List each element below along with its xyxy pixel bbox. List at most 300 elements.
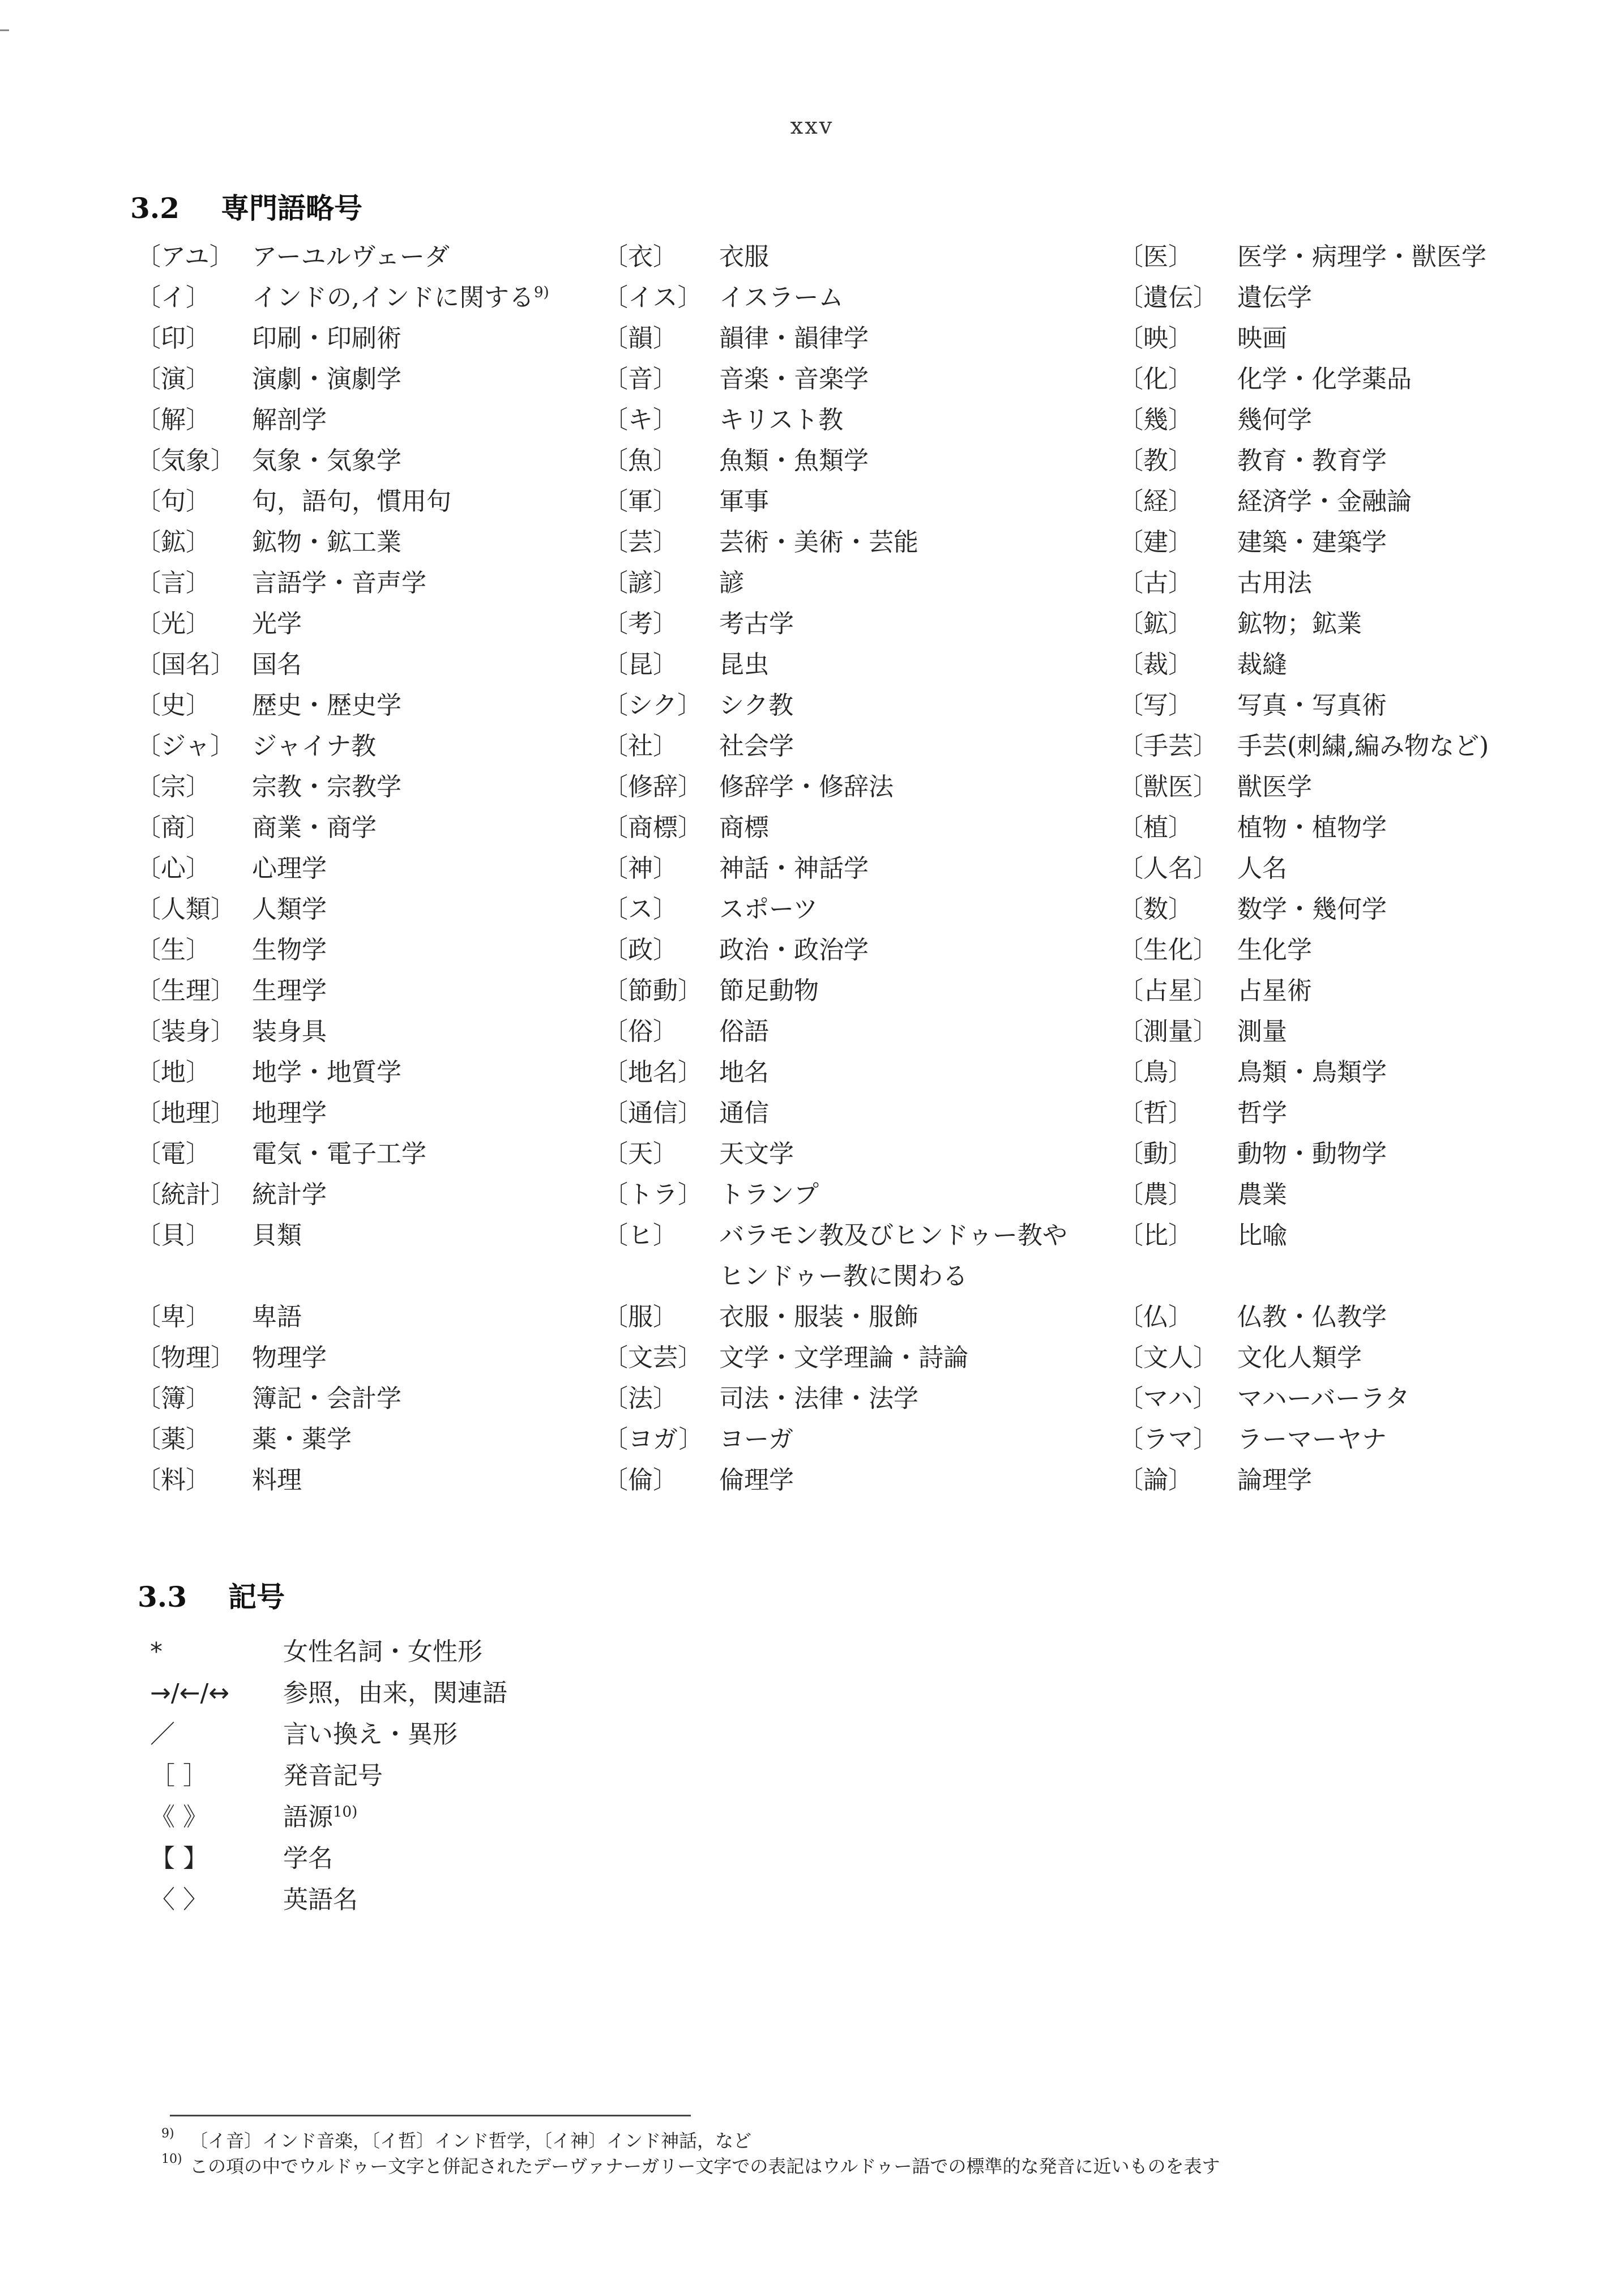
symbol-entry — [150, 1879, 507, 1920]
meaning-text: 印刷・印刷術 — [252, 324, 401, 353]
abbreviation-entry — [136, 278, 549, 318]
abbreviation-entry — [603, 604, 1082, 645]
symbol-glyph: 〈 〉 — [150, 1885, 208, 1914]
footnote-rule — [170, 2115, 691, 2116]
abbreviation-entry — [603, 645, 1082, 685]
abbreviation-label: 〔電〕 — [136, 1139, 211, 1168]
abbreviation-entry — [136, 645, 549, 685]
meaning-text: 装身具 — [252, 1017, 327, 1046]
abbreviation-label: 〔気象〕 — [136, 446, 236, 475]
abbreviation-meaning — [1237, 1378, 1410, 1419]
abbreviation-label: 〔ジャ〕 — [136, 732, 236, 761]
abbreviation-label: 〔シク〕 — [603, 691, 703, 720]
abbreviation-meaning — [252, 645, 302, 685]
meaning-text: 女性名詞・女性形 — [283, 1637, 482, 1666]
abbreviation-entry — [136, 1460, 549, 1501]
abbreviation-label: 〔昆〕 — [603, 650, 678, 679]
abbreviation-label: 〔幾〕 — [1118, 406, 1193, 434]
abbreviation-meaning — [719, 848, 869, 889]
abbreviation-meaning — [719, 685, 793, 726]
abbreviation-entry — [1118, 359, 1489, 400]
abbreviation-label: 〔イ〕 — [136, 283, 211, 312]
meaning-text: 統計学 — [252, 1180, 327, 1209]
abbreviation-label: 〔考〕 — [603, 609, 678, 638]
abbreviation-label: 〔比〕 — [1118, 1221, 1193, 1250]
abbreviation-label: 〔句〕 — [136, 487, 211, 516]
section-heading-symbols — [138, 1574, 285, 1615]
abbreviation-meaning — [1237, 522, 1387, 563]
meaning-text: 文学・文学理論・詩論 — [719, 1343, 968, 1372]
abbreviation-entry — [136, 400, 549, 441]
abbreviation-label: 〔卑〕 — [136, 1303, 211, 1331]
abbreviation-label: 〔装身〕 — [136, 1017, 236, 1046]
meaning-text: 神話・神話学 — [719, 854, 869, 883]
footnote-9 — [161, 2127, 751, 2153]
abbreviation-entry — [136, 1338, 549, 1378]
margin-mark — [0, 29, 9, 31]
abbreviation-meaning — [252, 971, 327, 1011]
meaning-text: 経済学・金融論 — [1237, 487, 1412, 516]
symbol-meaning — [283, 1672, 507, 1714]
abbreviation-label: 〔動〕 — [1118, 1139, 1193, 1168]
meaning-text: 論理学 — [1237, 1466, 1312, 1495]
abbreviation-label: 〔神〕 — [603, 854, 678, 883]
abbreviation-meaning — [252, 1297, 302, 1338]
abbreviation-meaning — [1237, 278, 1312, 318]
meaning-text: 文化人類学 — [1237, 1343, 1362, 1372]
abbreviation-meaning — [719, 1338, 968, 1378]
abbreviation-meaning — [719, 563, 744, 604]
abbreviation-entry — [603, 1297, 1082, 1338]
abbreviation-entry — [603, 808, 1082, 848]
abbreviation-label: 〔鉱〕 — [136, 528, 211, 557]
meaning-text: 商標 — [719, 813, 769, 842]
abbreviation-label: 〔服〕 — [603, 1303, 678, 1331]
abbreviation-entry — [136, 481, 549, 522]
footnote-mark: 9) — [161, 2127, 174, 2141]
symbol-meaning — [283, 1755, 383, 1796]
meaning-text: 比喩 — [1237, 1221, 1287, 1250]
meaning-text: 哲学 — [1237, 1099, 1287, 1128]
meaning-text: 芸術・美術・芸能 — [719, 528, 918, 557]
meaning-text: 占星術 — [1237, 976, 1312, 1005]
abbreviation-meaning — [1237, 1052, 1387, 1093]
abbreviation-entry — [136, 1378, 549, 1419]
symbol-meaning — [283, 1796, 357, 1838]
footnote-text: この項の中でウルドゥー文字と併記されたデーヴァナーガリー文字での表記はウルドゥー語での標準的な発音に近いものを表す — [190, 2156, 1220, 2177]
meaning-text: 韻律・韻律学 — [719, 324, 869, 353]
abbreviation-meaning — [719, 1419, 793, 1460]
symbol-entry — [150, 1672, 507, 1714]
abbreviation-entry — [603, 930, 1082, 971]
abbreviation-meaning — [1237, 400, 1312, 441]
abbreviation-label: 〔裁〕 — [1118, 650, 1193, 679]
abbreviation-entry — [136, 848, 549, 889]
abbreviation-entry — [1118, 1419, 1489, 1460]
abbreviation-label: 〔地名〕 — [603, 1058, 703, 1087]
abbreviation-entry — [1118, 808, 1489, 848]
abbreviation-entry — [136, 441, 549, 481]
meaning-text: 生物学 — [252, 936, 327, 964]
symbol-glyph: →/←/↔ — [150, 1679, 230, 1708]
abbreviation-entry — [1118, 1338, 1489, 1378]
abbreviation-meaning — [719, 1378, 918, 1419]
abbreviation-entry — [1118, 1134, 1489, 1175]
meaning-text: 電気・電子工学 — [252, 1139, 426, 1168]
meaning-text: 薬・薬学 — [252, 1425, 352, 1454]
abbreviation-entry — [603, 1093, 1082, 1134]
abbreviation-meaning — [1237, 604, 1362, 645]
abbreviation-entry — [136, 808, 549, 848]
meaning-text: 歴史・歴史学 — [252, 691, 401, 720]
meaning-text: 天文学 — [719, 1139, 794, 1168]
abbreviation-entry — [603, 848, 1082, 889]
abbreviation-meaning — [1237, 441, 1387, 481]
meaning-text: 遺伝学 — [1237, 283, 1312, 312]
abbreviation-entry — [1118, 726, 1489, 767]
abbreviation-entry — [136, 1297, 549, 1338]
abbreviation-meaning — [1237, 848, 1287, 889]
meaning-text: 俗語 — [719, 1017, 769, 1046]
symbol-glyph: 《 》 — [150, 1803, 208, 1832]
meaning-text: 映画 — [1237, 324, 1287, 353]
symbol-entry — [150, 1631, 507, 1672]
meaning-text: 昆虫 — [719, 650, 769, 679]
abbreviation-meaning — [252, 1093, 327, 1134]
abbreviation-meaning — [719, 318, 869, 359]
footnote-ref: 10) — [333, 1803, 358, 1821]
abbreviation-meaning — [252, 1460, 302, 1501]
abbreviation-entry — [603, 1134, 1082, 1175]
symbol-list — [150, 1631, 507, 1920]
abbreviation-meaning — [252, 848, 327, 889]
abbreviation-label: 〔音〕 — [603, 365, 678, 394]
abbreviation-entry — [603, 1215, 1082, 1297]
abbreviation-entry — [136, 359, 549, 400]
abbreviation-meaning — [1237, 889, 1387, 930]
abbreviation-table — [0, 237, 1624, 1539]
abbreviation-entry — [1118, 278, 1489, 318]
meaning-text: 演劇・演劇学 — [252, 365, 401, 394]
symbol-meaning — [283, 1879, 358, 1920]
abbreviation-label: 〔アユ〕 — [136, 242, 234, 271]
meaning-text: 裁縫 — [1237, 650, 1287, 679]
column-spacer — [1118, 1256, 1489, 1297]
abbreviation-meaning — [252, 726, 376, 767]
abbreviation-meaning — [252, 278, 549, 318]
abbreviation-meaning — [1237, 237, 1486, 278]
abbreviation-meaning — [719, 1175, 819, 1215]
abbreviation-meaning — [1237, 726, 1489, 767]
abbreviation-meaning — [252, 1011, 327, 1052]
meaning-text: 参照，由来，関連語 — [283, 1679, 507, 1708]
abbreviation-meaning — [719, 930, 869, 971]
abbreviation-label: 〔農〕 — [1118, 1180, 1193, 1209]
abbreviation-entry — [136, 1419, 549, 1460]
abbreviation-label: 〔数〕 — [1118, 895, 1193, 924]
abbreviation-meaning — [719, 359, 869, 400]
abbreviation-meaning — [1237, 645, 1287, 685]
abbreviation-entry — [603, 1338, 1082, 1378]
abbreviation-meaning — [719, 481, 769, 522]
meaning-text: 測量 — [1237, 1017, 1287, 1046]
meaning-text: 獣医学 — [1237, 772, 1312, 801]
meaning-text: 鳥類・鳥類学 — [1237, 1058, 1387, 1087]
abbreviation-label: 〔獣医〕 — [1118, 772, 1218, 801]
abbreviation-label: 〔政〕 — [603, 936, 678, 964]
meaning-text: 国名 — [252, 650, 302, 679]
meaning-text: 数学・幾何学 — [1237, 895, 1387, 924]
abbreviation-meaning — [1237, 1093, 1287, 1134]
abbreviation-meaning — [252, 1052, 401, 1093]
abbreviation-entry — [603, 318, 1082, 359]
abbreviation-meaning — [1237, 1338, 1362, 1378]
meaning-text: ヨーガ — [719, 1425, 794, 1454]
abbreviation-meaning — [1237, 1419, 1387, 1460]
meaning-text: 鉱物・鉱工業 — [252, 528, 401, 557]
meaning-text: 宗教・宗教学 — [252, 772, 401, 801]
meaning-text: 簿記・会計学 — [252, 1384, 401, 1413]
meaning-text: 節足動物 — [719, 976, 819, 1005]
meaning-text: ジャイナ教 — [252, 732, 377, 761]
symbol-meaning — [283, 1838, 333, 1879]
abbreviation-label: 〔トラ〕 — [603, 1180, 703, 1209]
abbreviation-meaning — [1237, 318, 1287, 359]
abbreviation-entry — [603, 481, 1082, 522]
column-spacer — [136, 1256, 549, 1297]
abbreviation-entry — [1118, 685, 1489, 726]
abbreviation-label: 〔簿〕 — [136, 1384, 211, 1413]
abbreviation-meaning — [252, 481, 451, 522]
abbreviation-entry — [603, 1378, 1082, 1419]
symbol-meaning — [283, 1714, 458, 1755]
abbreviation-entry — [1118, 318, 1489, 359]
meaning-text: 商業・商学 — [252, 813, 377, 842]
abbreviation-entry — [1118, 930, 1489, 971]
abbreviation-entry — [1118, 1460, 1489, 1501]
page-number: xxv — [790, 113, 834, 139]
abbreviation-entry — [603, 889, 1082, 930]
meaning-text: 地学・地質学 — [252, 1058, 401, 1087]
abbreviation-label: 〔哲〕 — [1118, 1099, 1193, 1128]
abbreviation-label: 〔鳥〕 — [1118, 1058, 1193, 1087]
meaning-text: 医学・病理学・獣医学 — [1237, 242, 1486, 271]
meaning-text: 人名 — [1237, 854, 1287, 883]
abbreviation-entry — [136, 1175, 549, 1215]
abbreviation-label: 〔マハ〕 — [1118, 1384, 1218, 1413]
meaning-text: 学名 — [283, 1844, 333, 1873]
meaning-text: 言い換え・異形 — [283, 1720, 458, 1749]
abbreviation-meaning — [252, 1215, 302, 1256]
abbreviation-column-3 — [1118, 237, 1489, 1501]
abbreviation-meaning — [252, 237, 450, 278]
abbreviation-entry — [136, 685, 549, 726]
abbreviation-label: 〔軍〕 — [603, 487, 678, 516]
footnote-text: 〔イ音〕インド音楽，〔イ哲〕インド哲学，〔イ神〕インド神話，など — [190, 2130, 752, 2152]
abbreviation-entry — [603, 441, 1082, 481]
abbreviation-meaning — [252, 563, 426, 604]
meaning-text: キリスト教 — [719, 406, 844, 434]
abbreviation-meaning — [252, 1175, 327, 1215]
abbreviation-label: 〔心〕 — [136, 854, 211, 883]
meaning-text: 心理学 — [252, 854, 327, 883]
abbreviation-label: 〔薬〕 — [136, 1425, 211, 1454]
abbreviation-label: 〔医〕 — [1118, 242, 1193, 271]
meaning-text: 貝類 — [252, 1221, 302, 1250]
abbreviation-meaning — [252, 522, 401, 563]
abbreviation-label: 〔遺伝〕 — [1118, 283, 1218, 312]
abbreviation-label: 〔商標〕 — [603, 813, 703, 842]
abbreviation-label: 〔諺〕 — [603, 569, 678, 597]
abbreviation-label: 〔手芸〕 — [1118, 732, 1218, 761]
abbreviation-label: 〔映〕 — [1118, 324, 1193, 353]
abbreviation-label: 〔教〕 — [1118, 446, 1193, 475]
abbreviation-label: 〔人名〕 — [1118, 854, 1218, 883]
abbreviation-label: 〔地理〕 — [136, 1099, 236, 1128]
abbreviation-meaning — [252, 767, 401, 808]
abbreviation-label: 〔倫〕 — [603, 1466, 678, 1495]
abbreviation-label: 〔生〕 — [136, 936, 211, 964]
meaning-text: 音楽・音楽学 — [719, 365, 869, 394]
abbreviation-label: 〔地〕 — [136, 1058, 211, 1087]
abbreviation-entry — [1118, 1297, 1489, 1338]
abbreviation-meaning — [1237, 1297, 1387, 1338]
abbreviation-meaning — [1237, 1215, 1287, 1256]
abbreviation-meaning — [1237, 685, 1387, 726]
meaning-text: 言語学・音声学 — [252, 569, 426, 597]
abbreviation-label: 〔解〕 — [136, 406, 211, 434]
meaning-text: 仏教・仏教学 — [1237, 1303, 1387, 1331]
abbreviation-meaning — [719, 522, 918, 563]
symbol-entry — [150, 1838, 507, 1879]
meaning-text: 鉱物；鉱業 — [1237, 609, 1362, 638]
abbreviation-meaning — [719, 1052, 769, 1093]
abbreviation-meaning — [252, 400, 327, 441]
abbreviation-label: 〔俗〕 — [603, 1017, 678, 1046]
abbreviation-entry — [136, 971, 549, 1011]
abbreviation-entry — [136, 1134, 549, 1175]
abbreviation-column-2 — [603, 237, 1082, 1501]
abbreviation-meaning — [719, 767, 894, 808]
abbreviation-label: 〔ヒ〕 — [603, 1221, 678, 1250]
abbreviation-entry — [1118, 1093, 1489, 1134]
meaning-text: 古用法 — [1237, 569, 1312, 597]
abbreviation-label: 〔文人〕 — [1118, 1343, 1218, 1372]
footnote-10 — [161, 2152, 1220, 2178]
section-heading-abbreviations — [130, 186, 362, 227]
abbreviation-label: 〔論〕 — [1118, 1466, 1193, 1495]
meaning-text: 物理学 — [252, 1343, 327, 1372]
abbreviation-entry — [1118, 522, 1489, 563]
abbreviation-meaning — [1237, 971, 1312, 1011]
abbreviation-meaning — [719, 237, 769, 278]
abbreviation-entry — [1118, 1378, 1489, 1419]
abbreviation-label: 〔占星〕 — [1118, 976, 1218, 1005]
abbreviation-entry — [136, 767, 549, 808]
section-number: 3.2 — [130, 191, 180, 225]
abbreviation-meaning — [252, 1134, 426, 1175]
abbreviation-entry — [1118, 1175, 1489, 1215]
abbreviation-meaning — [252, 1378, 401, 1419]
meaning-text: 解剖学 — [252, 406, 327, 434]
abbreviation-entry — [1118, 481, 1489, 522]
abbreviation-label: 〔文芸〕 — [603, 1343, 703, 1372]
abbreviation-label: 〔演〕 — [136, 365, 211, 394]
meaning-text: 気象・気象学 — [252, 446, 401, 475]
abbreviation-meaning — [252, 930, 327, 971]
abbreviation-entry — [136, 1215, 549, 1256]
meaning-text: 写真・写真術 — [1237, 691, 1387, 720]
abbreviation-entry — [1118, 1052, 1489, 1093]
abbreviation-meaning — [1237, 930, 1312, 971]
abbreviation-entry — [603, 685, 1082, 726]
meaning-text: スポーツ — [719, 895, 818, 924]
abbreviation-meaning — [252, 1419, 352, 1460]
abbreviation-label: 〔ヨガ〕 — [603, 1425, 704, 1454]
abbreviation-meaning — [719, 1215, 1082, 1297]
meaning-text: 魚類・魚類学 — [719, 446, 869, 475]
abbreviation-meaning — [1237, 767, 1312, 808]
abbreviation-meaning — [252, 359, 401, 400]
abbreviation-entry — [136, 930, 549, 971]
abbreviation-label: 〔天〕 — [603, 1139, 678, 1168]
abbreviation-meaning — [719, 1297, 918, 1338]
abbreviation-entry — [1118, 237, 1489, 278]
abbreviation-label: 〔仏〕 — [1118, 1303, 1193, 1331]
abbreviation-entry — [603, 1175, 1082, 1215]
abbreviation-entry — [136, 1052, 549, 1093]
meaning-text: 人類学 — [252, 895, 327, 924]
abbreviation-entry — [603, 1460, 1082, 1501]
symbol-glyph: * — [150, 1637, 163, 1666]
footnote-mark: 10) — [161, 2152, 182, 2166]
symbol-glyph: 【 】 — [150, 1844, 208, 1873]
abbreviation-meaning — [719, 400, 843, 441]
meaning-text: バラモン教及びヒンドゥー教やヒンドゥー教に関わる — [719, 1221, 1067, 1291]
abbreviation-meaning — [719, 645, 769, 685]
abbreviation-label: 〔修辞〕 — [603, 772, 703, 801]
symbol-entry — [150, 1714, 507, 1755]
abbreviation-label: 〔社〕 — [603, 732, 678, 761]
abbreviation-label: 〔統計〕 — [136, 1180, 236, 1209]
abbreviation-entry — [603, 522, 1082, 563]
abbreviation-entry — [603, 971, 1082, 1011]
symbol-entry — [150, 1755, 507, 1796]
meaning-text: ラーマーヤナ — [1237, 1425, 1387, 1454]
symbol-entry — [150, 1796, 507, 1838]
abbreviation-entry — [603, 563, 1082, 604]
meaning-text: 語源 — [283, 1803, 333, 1832]
meaning-text: 軍事 — [719, 487, 769, 516]
footnote-ref: 9) — [534, 284, 549, 301]
abbreviation-meaning — [252, 808, 377, 848]
abbreviation-label: 〔イス〕 — [603, 283, 703, 312]
abbreviation-meaning — [719, 971, 819, 1011]
abbreviation-meaning — [719, 604, 794, 645]
abbreviation-entry — [603, 237, 1082, 278]
abbreviation-entry — [1118, 441, 1489, 481]
abbreviation-entry — [1118, 889, 1489, 930]
meaning-text: 動物・動物学 — [1237, 1139, 1387, 1168]
meaning-text: 英語名 — [283, 1885, 358, 1914]
meaning-text: 考古学 — [719, 609, 794, 638]
abbreviation-meaning — [252, 604, 302, 645]
abbreviation-meaning — [1237, 481, 1412, 522]
meaning-text: 手芸(刺繍,編み物など) — [1237, 732, 1489, 761]
meaning-text: トランプ — [719, 1180, 819, 1209]
abbreviation-label: 〔言〕 — [136, 569, 211, 597]
abbreviation-entry — [603, 1419, 1082, 1460]
